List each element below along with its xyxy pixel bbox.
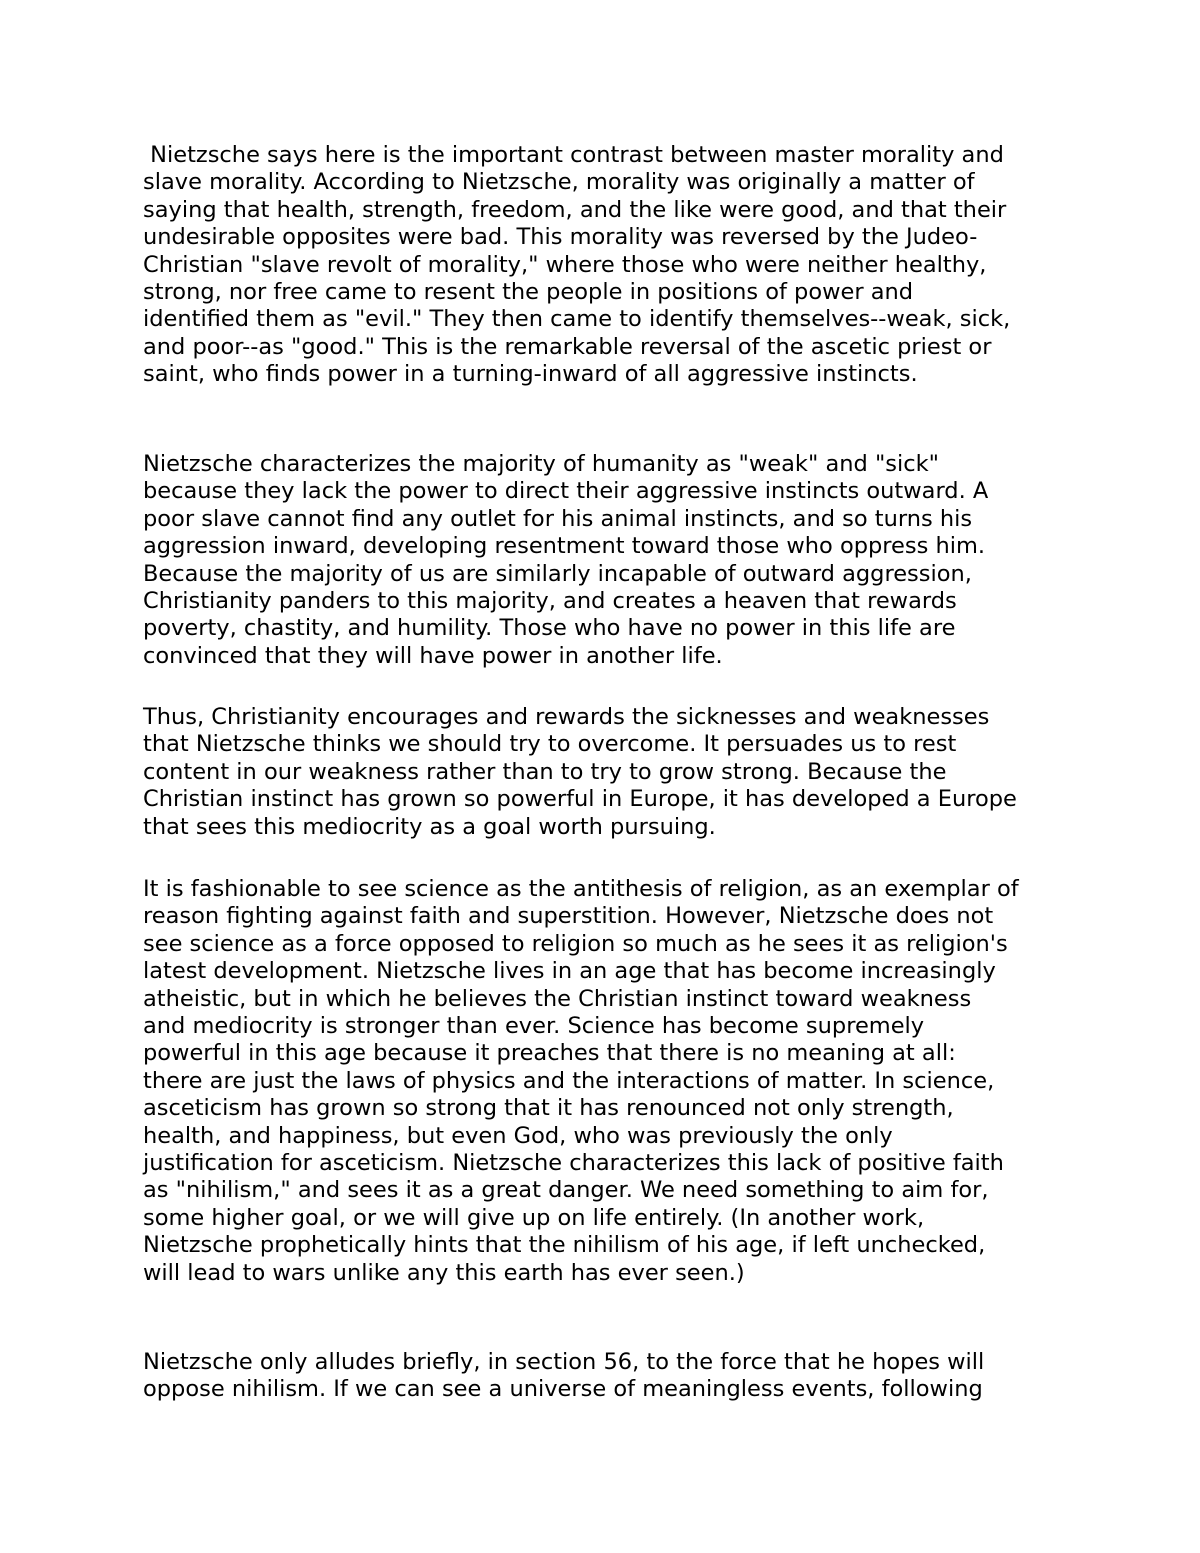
text-line: Christian "slave revolt of morality," where those who were neither healthy, <box>143 251 987 278</box>
text-line: Nietzsche only alludes briefly, in section 56, to the force that he hopes will <box>143 1349 985 1375</box>
text-line: latest development. Nietzsche lives in an age that has become increasingly <box>143 958 996 985</box>
paragraph-weak-and-sick <box>143 451 1073 670</box>
text-line: Nietzsche prophetically hints that the nihilism of his age, if left unchecked, <box>143 1232 986 1259</box>
text-line: Christian instinct has grown so powerful in Europe, it has developed a Europe <box>143 786 1017 813</box>
text-line: saying that health, strength, freedom, and the like were good, and that their <box>143 196 1007 223</box>
text-line: content in our weakness rather than to try to grow strong. Because the <box>143 758 947 785</box>
text-line: some higher goal, or we will give up on life entirely. (In another work, <box>143 1204 925 1231</box>
text-line: identified them as "evil." They then came to identify themselves--weak, sick, <box>143 306 1011 333</box>
text-line: poor slave cannot find any outlet for his animal instincts, and so turns his <box>143 505 973 532</box>
text-line: aggression inward, developing resentment toward those who oppress him. <box>143 533 986 560</box>
text-line: undesirable opposites were bad. This morality was reversed by the Judeo- <box>143 224 978 251</box>
paragraph-section-56 <box>143 1349 1073 1404</box>
text-line: there are just the laws of physics and the interactions of matter. In science, <box>143 1067 995 1094</box>
text-line: powerful in this age because it preaches that there is no meaning at all: <box>143 1040 956 1067</box>
text-line: Thus, Christianity encourages and rewards the sicknesses and weaknesses <box>143 704 990 730</box>
text-line: reason fighting against faith and superstition. However, Nietzsche does not <box>143 903 994 930</box>
text-line: oppose nihilism. If we can see a universe of meaningless events, following <box>143 1376 983 1403</box>
paragraph-christianity-mediocrity <box>143 704 1073 841</box>
text-line: that Nietzsche thinks we should try to overcome. It persuades us to rest <box>143 731 957 758</box>
text-line: see science as a force opposed to religion so much as he sees it as religion's <box>143 930 1008 957</box>
text-line: slave morality. According to Nietzsche, morality was originally a matter of <box>143 169 975 196</box>
text-line: health, and happiness, but even God, who was previously the only <box>143 1122 893 1149</box>
text-line: strong, nor free came to resent the people in positions of power and <box>143 279 914 306</box>
text-line: Nietzsche says here is the important contrast between master morality and <box>143 142 1004 168</box>
text-line: convinced that they will have power in another life. <box>143 642 723 669</box>
text-line: because they lack the power to direct their aggressive instincts outward. A <box>143 478 989 505</box>
text-line: Nietzsche characterizes the majority of humanity as "weak" and "sick" <box>143 451 940 477</box>
text-line: It is fashionable to see science as the antithesis of religion, as an exemplar of <box>143 876 1019 902</box>
text-line: and poor--as "good." This is the remarkable reversal of the ascetic priest or <box>143 333 992 360</box>
text-line: justification for asceticism. Nietzsche characterizes this lack of positive faith <box>143 1150 1004 1177</box>
paragraph-science-nihilism <box>143 876 1073 1287</box>
text-line: poverty, chastity, and humility. Those who have no power in this life are <box>143 615 956 642</box>
text-line: that sees this mediocrity as a goal worth pursuing. <box>143 813 716 840</box>
text-line: Because the majority of us are similarly incapable of outward aggression, <box>143 560 972 587</box>
text-line: as "nihilism," and sees it as a great danger. We need something to aim for, <box>143 1177 989 1204</box>
text-line: saint, who finds power in a turning-inward of all aggressive instincts. <box>143 361 918 388</box>
text-line: atheistic, but in which he believes the Christian instinct toward weakness <box>143 985 972 1012</box>
text-line: asceticism has grown so strong that it has renounced not only strength, <box>143 1095 954 1122</box>
paragraph-master-slave-morality <box>143 142 1073 389</box>
text-line: will lead to wars unlike any this earth has ever seen.) <box>143 1259 745 1286</box>
text-line: and mediocrity is stronger than ever. Science has become supremely <box>143 1013 925 1040</box>
text-line: Christianity panders to this majority, and creates a heaven that rewards <box>143 588 957 615</box>
